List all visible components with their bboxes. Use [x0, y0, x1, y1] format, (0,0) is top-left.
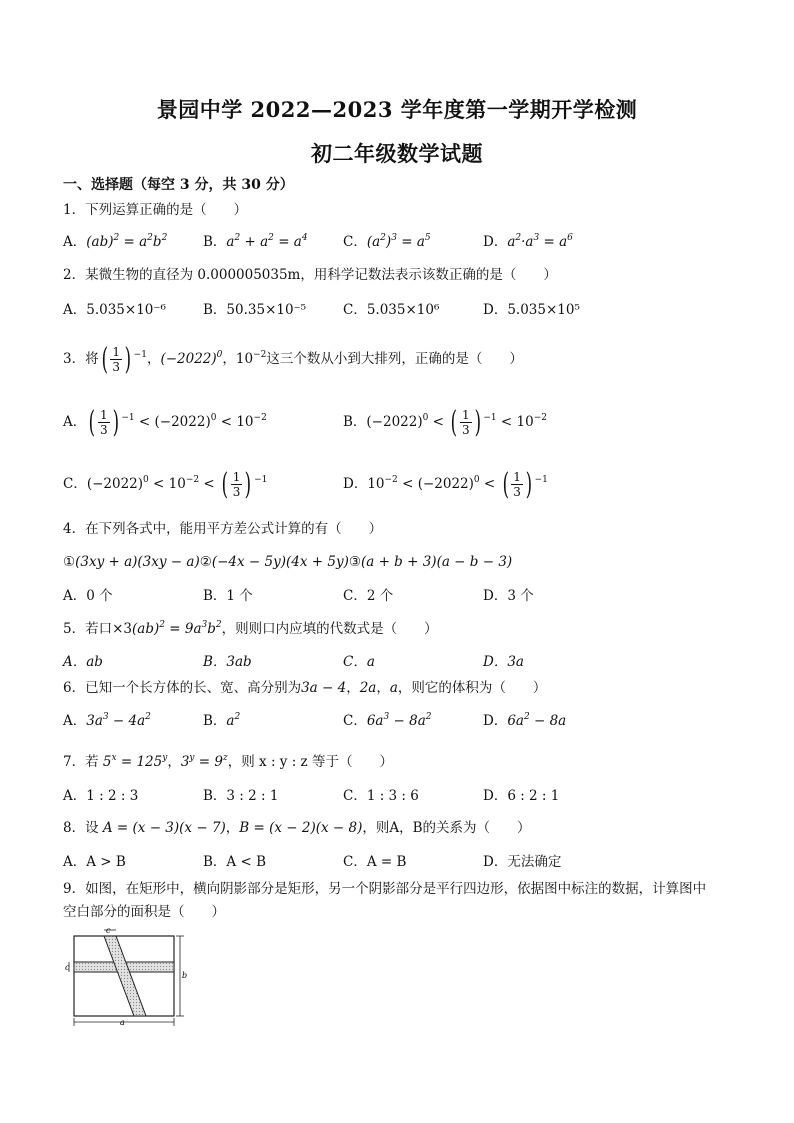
q3-stem-prefix: 3．将 [63, 351, 99, 367]
question-5-stem: 5．若口$\times 3(ab)^2 = 9a^3b^2$，则则口内应填的代数式是（ ） [63, 620, 438, 637]
q8-option-d: D．无法确定 [483, 854, 562, 870]
q7-option-b: B．3 : 2 : 1 [203, 788, 279, 804]
q3-stem-suffix: 这三个数从小到大排列，正确的是（ ） [266, 351, 523, 367]
question-3-stem: 3．将( $\frac{1}{3}$ ) $^{-1}$，$(-2022)^0$，$10^{-2}$这三个数从小到大排列，正确的是（ ） [63, 341, 523, 377]
q3-option-c: C．$(-2022)^0 < 10^{-2}$ < ( $\frac{1}{3}$ ) $^{-1}$ [63, 466, 268, 502]
exam-title: 景园中学 2022—2023 学年度第一学期开学检测 [156, 97, 638, 122]
q8-option-b: B．A < B [203, 854, 266, 870]
q4-option-b: B．1 个 [203, 588, 253, 604]
question-9-stem-line1: 9．如图，在矩形中，横向阴影部分是矩形，另一个阴影部分是平行四边形，依据图中标注的数据，计算图中 [63, 881, 707, 897]
q3-option-d: D．$10^{-2} < (-2022)^0$ < ( $\frac{1}{3}$ ) $^{-1}$ [343, 466, 548, 502]
q8-option-c: C．A = B [343, 854, 407, 870]
figure-label-c-top: c [106, 926, 111, 935]
figure-label-a: a [120, 1018, 125, 1027]
q2-option-a: A．5.035×10⁻⁶ [63, 302, 166, 318]
question-8-stem: 8．设 A = (x − 3)(x − 7)，B = (x − 2)(x − 8)，则A，B的关系为（ ） [63, 820, 531, 836]
q8-option-a: A．A > B [63, 854, 126, 870]
question-9-stem-line2: 空白部分的面积是（ ） [63, 904, 225, 920]
question-4-stem: 4．在下列各式中，能用平方差公式计算的有（ ） [63, 521, 383, 537]
q2-option-b: B．50.35×10⁻⁵ [203, 302, 307, 318]
q3-option-a: A．( $\frac{1}{3}$ ) $^{-1} < (-2022)^0 < 10^{-2}$ [63, 404, 267, 440]
q6-option-b: B．$a^2$ [203, 712, 241, 729]
q4-option-c: C．2 个 [343, 588, 394, 604]
q2-option-d: D．5.035×10⁵ [483, 302, 580, 318]
q7-stem-suffix: ，则 x : y : z 等于（ ） [227, 754, 393, 770]
q6-option-c: C．$6a^3 - 8a^2$ [343, 712, 432, 729]
question-2-stem: 2．某微生物的直径为 0.000005035m，用科学记数法表示该数正确的是（ ） [63, 267, 557, 283]
q8-stem-suffix: ，则A，B的关系为（ ） [362, 820, 531, 836]
question-6-stem: 6．已知一个长方体的长、宽、高分别为3a − 4，2a，a，则它的体积为（ ） [63, 680, 547, 696]
q5-option-b: B．3ab [203, 654, 252, 670]
rectangle-figure [66, 926, 196, 1026]
q1-option-b: B．$a^2 + a^2 = a^4$ [203, 233, 308, 250]
q6-option-a: A．$3a^3 - 4a^2$ [63, 712, 151, 729]
q7-option-c: C．1 : 3 : 6 [343, 788, 419, 804]
q1-option-d: D．$a^2\cdot a^3 = a^6$ [483, 233, 573, 250]
q6-stem-suffix: ，则它的体积为（ ） [397, 680, 547, 696]
exam-subtitle: 初二年级数学试题 [311, 141, 483, 166]
q4-option-d: D．3 个 [483, 588, 534, 604]
question-1-stem: 1．下列运算正确的是（ ） [63, 202, 248, 218]
q4-option-a: A．0 个 [63, 588, 113, 604]
figure-label-c-left: c [65, 963, 70, 972]
q5-option-a: A．ab [63, 654, 103, 670]
q2-option-c: C．5.035×10⁶ [343, 302, 440, 318]
figure-label-b: b [182, 971, 188, 980]
q7-option-a: A．1 : 2 : 3 [63, 788, 139, 804]
q6-stem-prefix: 6．已知一个长方体的长、宽、高分别为 [63, 680, 302, 696]
q7-option-d: D．6 : 2 : 1 [483, 788, 560, 804]
q5-option-d: D．3a [483, 654, 524, 670]
q3-option-b: B．$(-2022)^0$ < ( $\frac{1}{3}$ ) $^{-1} < 10^{-2}$ [343, 404, 547, 440]
section-heading: 一、选择题（每空 3 分，共 30 分） [63, 177, 294, 193]
question-7-stem: 7．若 $5^x = 125^y$，$3^y = 9^z$，则 x : y : z 等于（ ） [63, 753, 393, 770]
q5-option-c: C．a [343, 654, 375, 670]
q6-option-d: D．$6a^2 - 8a$ [483, 712, 567, 729]
q1-option-c: C．$(a^2)^3 = a^5$ [343, 233, 431, 250]
q5-stem-suffix: ，则则口内应填的代数式是（ ） [221, 621, 438, 637]
q4-expressions: ①(3xy + a)(3xy − a)②(−4x − 5y)(4x + 5y)③(a + b + 3)(a − b − 3) [63, 554, 513, 570]
q1-option-a: A．$(ab)^2 = a^2b^2$ [63, 233, 168, 250]
